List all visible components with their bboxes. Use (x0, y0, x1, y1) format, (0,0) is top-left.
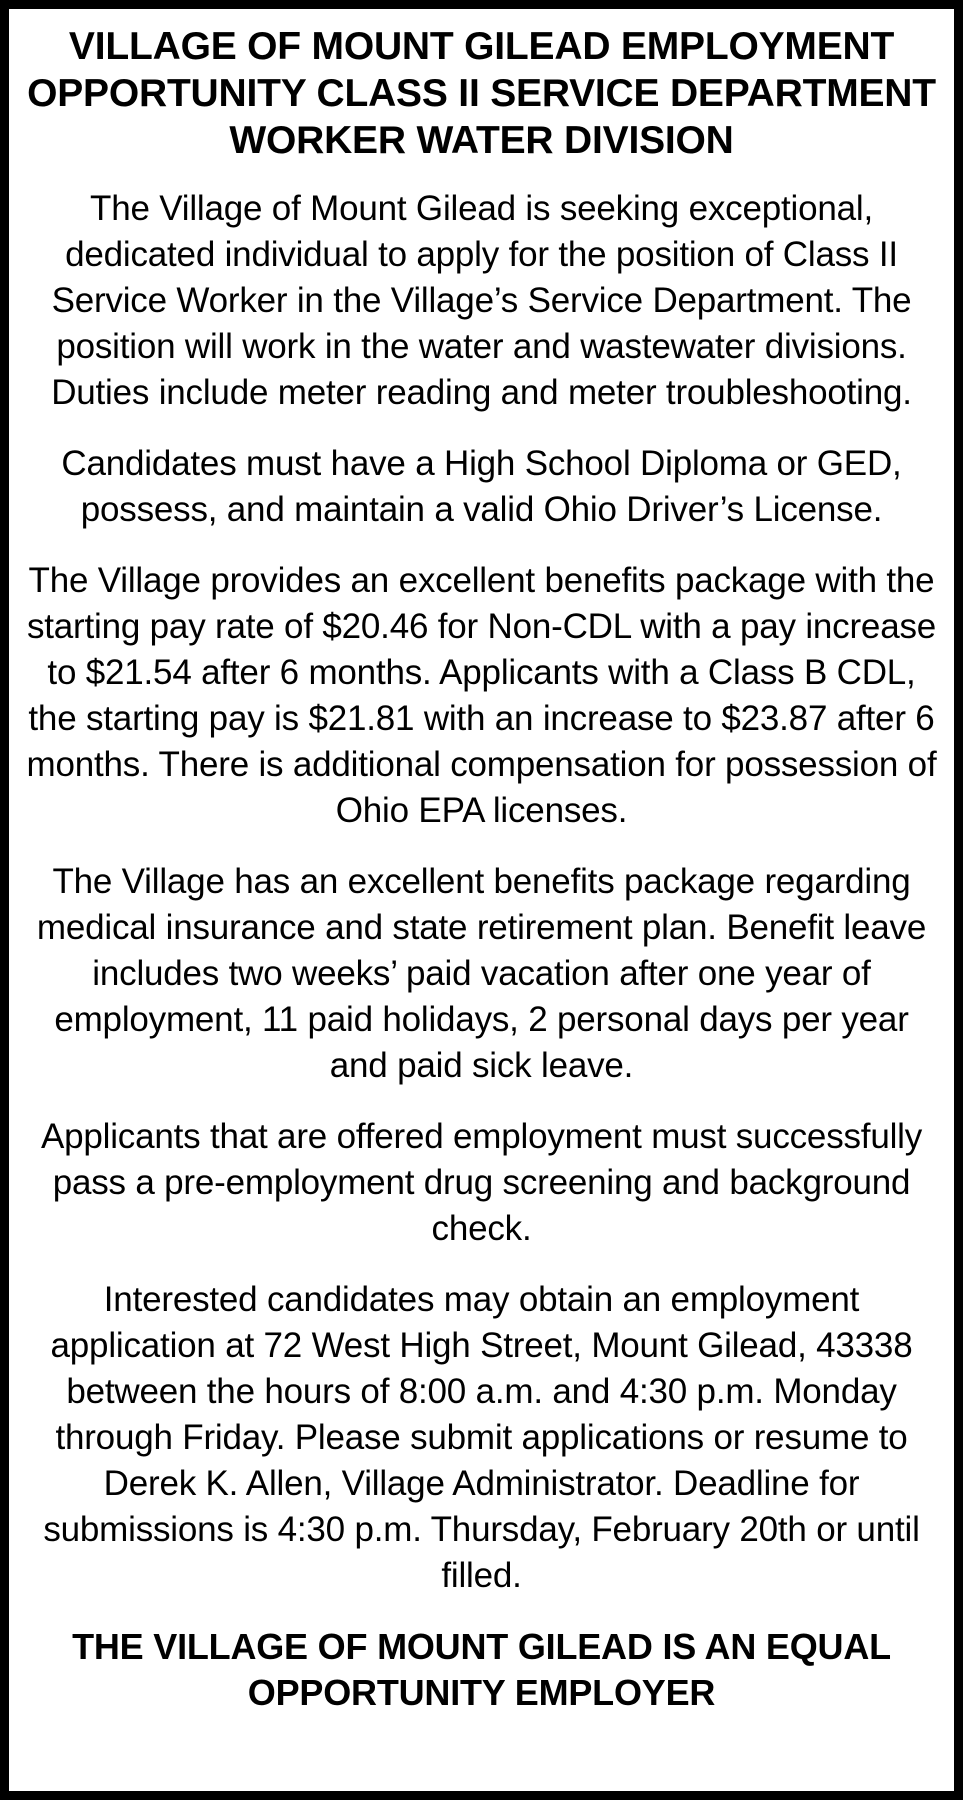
paragraph-application-instructions: Interested candidates may obtain an employment application at 72 West High Street, Mount Gilead, 43338 between the hours of 8:00 a.m. and 4:30 p.m. Monday through Friday. Please submit applications or resume to Derek K. Allen, Village Administrator. Deadline for submissions is 4:30 p.m. Thursday, February 20th or until filled. (43, 1280, 920, 1595)
paragraph-pay-rates: The Village provides an excellent benefits package with the starting pay rate of $20.46 for Non-CDL with a pay increase to $21.54 after 6 months. Applicants with a Class B CDL, the starting pay is $21.81 with an increase to $23.87 after 6 months. There is additional compensation for possession of Ohio EPA licenses. (26, 561, 937, 830)
paragraph-position-overview: The Village of Mount Gilead is seeking exceptional, dedicated individual to apply for the position of Class II Service Worker in the Village’s Service Department. The position will work in the water and wastewater divisions. Duties include meter reading and meter troubleshooting. (51, 189, 912, 412)
ad-headline: VILLAGE OF MOUNT GILEAD EMPLOYMENT OPPORTUNITY CLASS II SERVICE DEPARTMENT WORKER WATER DIVISION (27, 25, 936, 162)
paragraph-requirements: Candidates must have a High School Diploma or GED, possess, and maintain a valid Ohio Driver’s License. (61, 444, 902, 529)
equal-opportunity-statement: THE VILLAGE OF MOUNT GILEAD IS AN EQUAL OPPORTUNITY EMPLOYER (72, 1626, 891, 1713)
paragraph-benefits: The Village has an excellent benefits package regarding medical insurance and state retirement plan. Benefit leave includes two weeks’ paid vacation after one year of employment, 11 paid holidays, 2 personal days per year and paid sick leave. (36, 862, 927, 1085)
paragraph-screening: Applicants that are offered employment must successfully pass a pre-employment drug screening and background check. (40, 1117, 923, 1248)
